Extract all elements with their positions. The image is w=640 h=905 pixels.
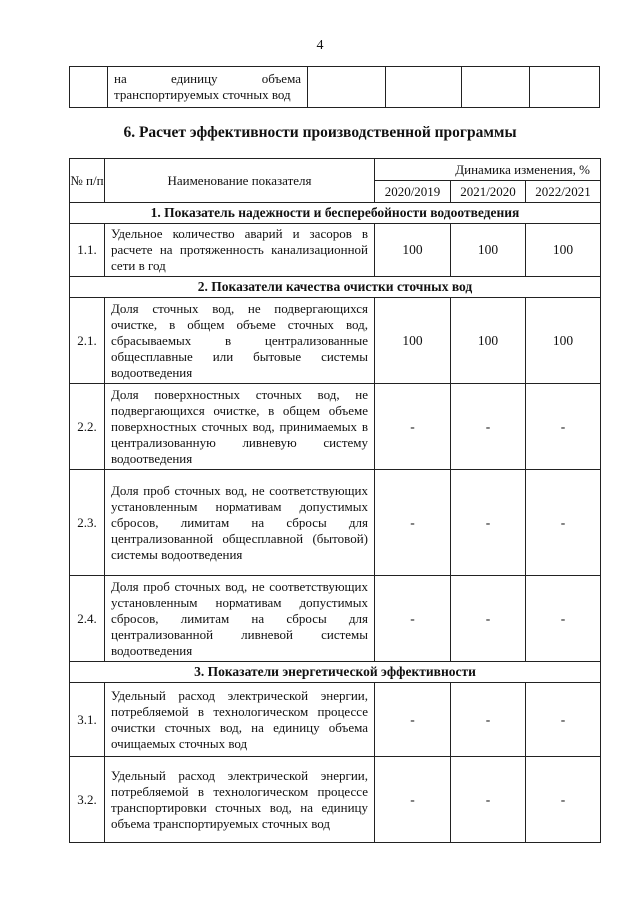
table-row: [70, 224, 601, 277]
row-value: -: [451, 384, 526, 470]
row-name: Удельное количество аварий и засоров в расчете на протяженность канализационной сети в год: [105, 224, 375, 277]
row-number: 3.1.: [70, 683, 105, 757]
continuation-num-cell: [70, 67, 108, 108]
row-value: -: [451, 576, 526, 662]
row-number: 2.1.: [70, 298, 105, 384]
header-num: № п/п: [70, 159, 105, 203]
row-value: -: [375, 576, 451, 662]
header-year: 2022/2021: [526, 181, 601, 203]
row-name: Доля сточных вод, не подвергающихся очистке, в общем объеме сточных вод, сбрасываемых в централизованные общесплавные или бытовые системы водоотведения: [105, 298, 375, 384]
header-year: 2021/2020: [451, 181, 526, 203]
continuation-name-cell: на единицу объема транспортируемых сточных вод: [108, 67, 308, 108]
section-row: [70, 277, 601, 298]
row-value: 100: [451, 224, 526, 277]
continuation-empty-cell: [386, 67, 462, 108]
row-number: 1.1.: [70, 224, 105, 277]
continuation-empty-cell: [462, 67, 530, 108]
header-year: 2020/2019: [375, 181, 451, 203]
row-value: -: [375, 757, 451, 843]
table-row: [70, 683, 601, 757]
table-row: [70, 298, 601, 384]
table-row: [70, 757, 601, 843]
row-value: -: [375, 470, 451, 576]
row-name: Удельный расход электрической энергии, потребляемой в технологическом процессе транспортировки сточных вод, на единицу объема транспортируемых сточных вод: [105, 757, 375, 843]
row-name: Доля проб сточных вод, не соответствующих установленным нормативам допустимых сбросов, лимитам на сбросы для централизованной общесплавной (бытовой) системы водоотведения: [105, 470, 375, 576]
row-value: 100: [526, 224, 601, 277]
row-value: -: [451, 683, 526, 757]
table-row: [70, 470, 601, 576]
section-row: [70, 662, 601, 683]
row-value: 100: [526, 298, 601, 384]
row-number: 2.2.: [70, 384, 105, 470]
section-row: [70, 203, 601, 224]
header-dynamics: Динамика изменения, %: [375, 159, 601, 181]
row-value: -: [526, 384, 601, 470]
row-value: 100: [375, 298, 451, 384]
continuation-table: [69, 66, 600, 108]
row-number: 3.2.: [70, 757, 105, 843]
section-heading: 1. Показатель надежности и бесперебойности водоотведения: [70, 203, 601, 224]
section-heading: 3. Показатели энергетической эффективности: [70, 662, 601, 683]
table-row: [70, 576, 601, 662]
page-number: 4: [316, 38, 324, 53]
header-name: Наименование показателя: [105, 159, 375, 203]
continuation-row: [70, 67, 600, 108]
row-number: 2.3.: [70, 470, 105, 576]
continuation-empty-cell: [308, 67, 386, 108]
continuation-empty-cell: [530, 67, 600, 108]
section-heading: 2. Показатели качества очистки сточных вод: [70, 277, 601, 298]
row-value: -: [526, 576, 601, 662]
row-name: Доля проб сточных вод, не соответствующих установленным нормативам допустимых сбросов, лимитам на сбросы для централизованной ливневой системы водоотведения: [105, 576, 375, 662]
row-value: -: [526, 757, 601, 843]
row-value: -: [375, 384, 451, 470]
efficiency-table: [69, 158, 601, 843]
table-row: [70, 384, 601, 470]
row-value: -: [526, 470, 601, 576]
section-title: 6. Расчет эффективности производственной программы: [123, 124, 517, 141]
row-value: 100: [451, 298, 526, 384]
row-name: Удельный расход электрической энергии, потребляемой в технологическом процессе очистки сточных вод, на единицу объема очищаемых сточных вод: [105, 683, 375, 757]
row-name: Доля поверхностных сточных вод, не подвергающихся очистке, в общем объеме поверхностных сточных вод, принимаемых в централизованную ливневую систему водоотведения: [105, 384, 375, 470]
header-row: [70, 159, 601, 181]
row-value: 100: [375, 224, 451, 277]
row-value: -: [451, 757, 526, 843]
row-number: 2.4.: [70, 576, 105, 662]
row-value: -: [451, 470, 526, 576]
row-value: -: [526, 683, 601, 757]
row-value: -: [375, 683, 451, 757]
